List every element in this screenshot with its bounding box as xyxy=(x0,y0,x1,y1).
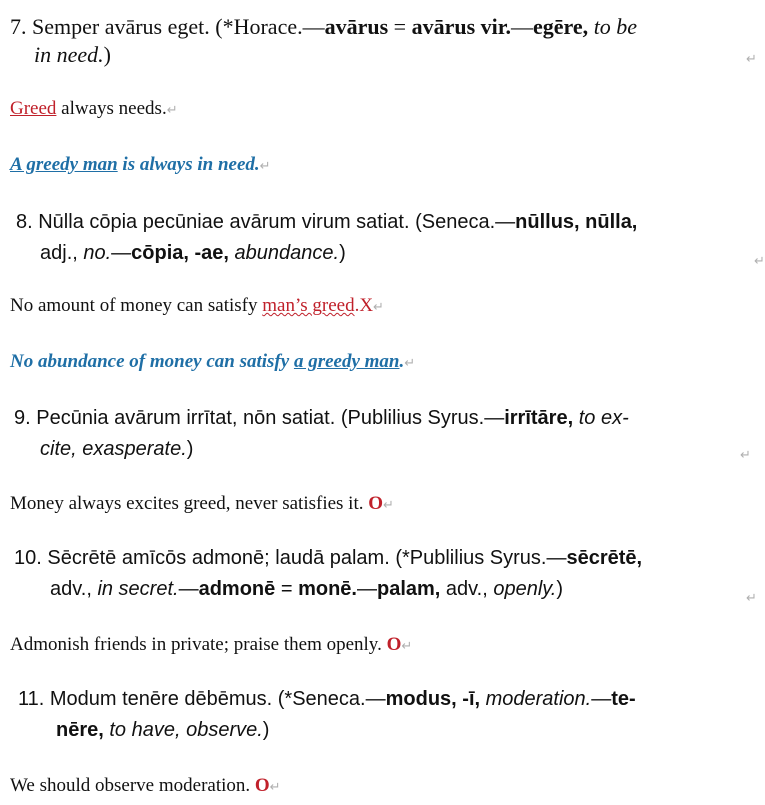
closing-paren: ) xyxy=(339,242,346,264)
gloss-word: te- xyxy=(611,688,636,710)
paragraph-mark-icon: ↵ xyxy=(404,356,416,371)
correct-mark: O xyxy=(386,634,402,655)
closing-paren: ) xyxy=(556,578,564,600)
gloss-meaning: abundance. xyxy=(228,242,340,264)
closing-paren: ) xyxy=(186,438,194,460)
flagged-phrase: man’s greed xyxy=(262,295,355,316)
answer-9[interactable] xyxy=(10,493,394,515)
gloss-meaning: in secret. xyxy=(97,578,179,600)
gloss-word: avārus vir. xyxy=(411,14,512,39)
gloss-sep: — xyxy=(178,578,199,600)
answer-text: Admonish friends in private; praise them openly. xyxy=(10,634,387,655)
answer-8[interactable] xyxy=(10,295,384,317)
correct-mark: O xyxy=(254,775,270,796)
gloss-word: avārus xyxy=(324,14,389,39)
gloss-pos: adj., xyxy=(40,242,84,264)
exercise-11-text: 11. Modum tenēre dēbēmus. (*Seneca.— xyxy=(18,688,386,710)
gloss-sep: — xyxy=(111,242,132,264)
answer-7[interactable] xyxy=(10,98,178,120)
exercise-11-line-2 xyxy=(56,719,269,742)
paragraph-mark-icon: ↵ xyxy=(166,103,178,118)
exercise-8-text: 8. Nūlla cōpia pecūniae avārum virum satiat. (Seneca.— xyxy=(16,211,516,233)
gloss-sep: = xyxy=(275,578,299,600)
gloss-sep: — xyxy=(356,578,377,600)
gloss-word: cōpia, -ae, xyxy=(131,242,229,264)
model-answer-8[interactable] xyxy=(10,351,415,373)
gloss-meaning: to be xyxy=(588,14,638,39)
exercise-10-line-1 xyxy=(14,547,642,570)
gloss-meaning: to ex- xyxy=(573,407,629,429)
correct-mark: O xyxy=(368,493,384,514)
exercise-10-line-2 xyxy=(50,578,563,601)
wrong-mark: X xyxy=(359,295,374,316)
exercise-9-line-2 xyxy=(40,438,193,461)
gloss-meaning: moderation. xyxy=(480,688,592,710)
gloss-word: admonē xyxy=(198,578,276,600)
exercise-7-line-1 xyxy=(10,14,637,40)
gloss-pos: adv., xyxy=(440,578,494,600)
paragraph-mark-icon: ↵ xyxy=(746,52,757,67)
closing-paren: ) xyxy=(262,719,270,741)
paragraph-mark-icon: ↵ xyxy=(740,448,751,463)
gloss-meaning: to have, observe. xyxy=(103,719,263,741)
gloss-sep: — xyxy=(591,688,612,710)
answer-11[interactable] xyxy=(10,775,281,797)
gloss-word: modus, -ī, xyxy=(385,688,481,710)
gloss-word: nēre, xyxy=(56,719,104,741)
exercise-7-line-2 xyxy=(34,42,111,68)
model-text: No abundance of money can satisfy xyxy=(10,351,294,372)
model-text: is always in need. xyxy=(117,154,260,175)
gloss-word: irrītāre, xyxy=(504,407,574,429)
model-period: . xyxy=(399,351,405,372)
gloss-sep: = xyxy=(388,14,412,39)
gloss-word: sēcrētē, xyxy=(566,547,643,569)
exercise-8-line-1 xyxy=(16,211,637,234)
paragraph-mark-icon: ↵ xyxy=(269,780,281,795)
paragraph-mark-icon: ↵ xyxy=(259,159,271,174)
gloss-sep: — xyxy=(511,14,534,39)
gloss-meaning: openly. xyxy=(493,578,557,600)
paragraph-mark-icon: ↵ xyxy=(746,591,757,606)
gloss-meaning: no. xyxy=(83,242,112,264)
exercise-9-text: 9. Pecūnia avārum irrītat, nōn satiat. (Publilius Syrus.— xyxy=(14,407,505,429)
answer-text: No amount of money can satisfy xyxy=(10,295,263,316)
paragraph-mark-icon: ↵ xyxy=(373,300,384,315)
exercise-9-line-1 xyxy=(14,407,629,430)
exercise-10-text: 10. Sēcrētē amīcōs admonē; laudā palam. (*Publilius Syrus.— xyxy=(14,547,567,569)
gloss-meaning: cite, exasperate. xyxy=(40,438,187,460)
flagged-word: Greed xyxy=(10,98,57,119)
paragraph-mark-icon: ↵ xyxy=(401,639,413,654)
answer-text: Money always excites greed, never satisfies it. xyxy=(10,493,369,514)
exercise-11-line-1 xyxy=(18,688,636,711)
gloss-word: egēre, xyxy=(533,14,589,39)
answer-text: always needs. xyxy=(56,98,167,119)
gloss-word: monē. xyxy=(298,578,357,600)
paragraph-mark-icon: ↵ xyxy=(754,254,765,269)
model-emphasis: A greedy man xyxy=(10,154,118,175)
model-emphasis: a greedy man xyxy=(293,351,400,372)
model-answer-7[interactable] xyxy=(10,154,271,176)
answer-period: . xyxy=(354,295,360,316)
closing-paren: ) xyxy=(103,42,111,67)
paragraph-mark-icon: ↵ xyxy=(383,498,394,513)
gloss-word: nūllus, nūlla, xyxy=(515,211,638,233)
answer-text: We should observe moderation. xyxy=(10,775,255,796)
exercise-8-line-2 xyxy=(40,242,346,265)
gloss-pos: adv., xyxy=(50,578,98,600)
gloss-word: palam, xyxy=(376,578,441,600)
exercise-7-text: 7. Semper avārus eget. (*Horace.— xyxy=(10,14,325,39)
answer-10[interactable] xyxy=(10,634,412,656)
gloss-meaning: in need. xyxy=(34,42,104,67)
